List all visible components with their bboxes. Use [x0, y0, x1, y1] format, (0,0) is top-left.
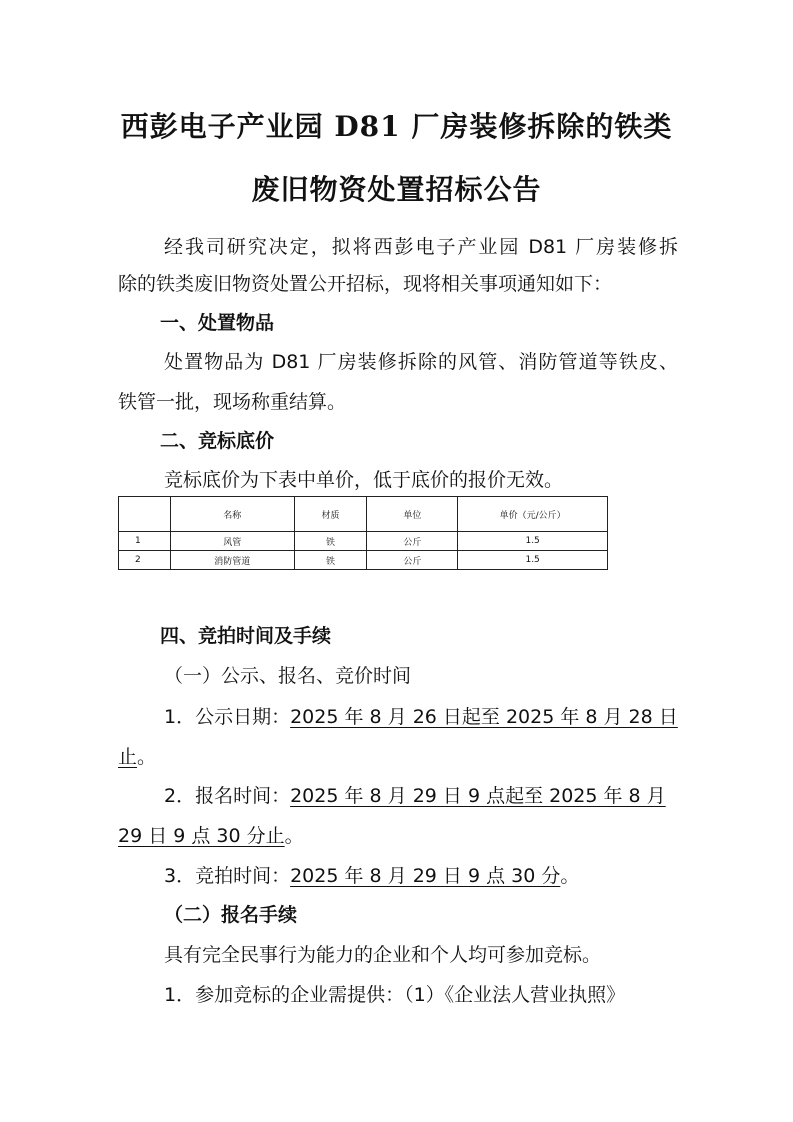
table-row: [119, 532, 608, 551]
subsection-times: （一）公示、报名、竞价时间: [164, 665, 412, 687]
document-title-line-1: 西彭电子产业园 D81 厂房装修拆除的铁类: [120, 110, 673, 143]
notice-period-value: 2025 年 8 月 26 日起至 2025 年 8 月 28 日: [290, 706, 678, 728]
base-price-text: 竞标底价为下表中单价，低于底价的报价无效。: [164, 469, 564, 491]
price-table-header-row: [119, 497, 608, 532]
eligibility-text: 具有完全民事行为能力的企业和个人均可参加竞标。: [164, 944, 602, 966]
table-cell: 1.5: [458, 532, 608, 551]
intro-line-1: 经我司研究决定，拟将西彭电子产业园 D81 厂房装修拆: [164, 236, 678, 258]
intro-line-2: 除的铁类废旧物资处置公开招标，现将相关事项通知如下：: [118, 273, 613, 295]
table-row: [119, 551, 608, 570]
table-cell: 1.5: [458, 551, 608, 570]
punctuation: 。: [284, 825, 304, 847]
items-text-line-1: 处置物品为 D81 厂房装修拆除的风管、消防管道等铁皮、: [164, 351, 678, 373]
registration-time-value: 2025 年 8 月 29 日 9 点起至 2025 年 8 月: [290, 785, 666, 807]
table-header-cell: 单价（元/公斤）: [458, 497, 608, 532]
notice-period-value-end: 止: [118, 746, 138, 768]
punctuation: 。: [560, 865, 580, 887]
table-cell: 铁: [294, 532, 367, 551]
notice-period-line-1: [118, 705, 724, 730]
table-header-cell: 名称: [170, 497, 294, 532]
table-header-cell: 材质: [294, 497, 367, 532]
table-cell: 公斤: [367, 551, 458, 570]
requirement-line-1: 1．参加竞标的企业需提供：（1）《企业法人营业执照》: [164, 984, 626, 1006]
notice-period-label: 1．公示日期：: [164, 706, 291, 728]
document-title-line-2: 废旧物资处置招标公告: [251, 173, 542, 206]
auction-time-value: 2025 年 8 月 29 日 9 点 30 分: [290, 865, 561, 887]
table-cell: 1: [119, 532, 171, 551]
subsection-registration: （二）报名手续: [164, 904, 298, 926]
price-table: [118, 496, 608, 570]
registration-time-label: 2．报名时间：: [164, 785, 291, 807]
table-cell: 公斤: [367, 532, 458, 551]
registration-time-line-1: [118, 784, 724, 809]
notice-period-line-2: [118, 745, 678, 770]
section-heading-items: 一、处置物品: [160, 312, 275, 334]
auction-time-label: 3．竞拍时间：: [164, 865, 291, 887]
items-text-line-2: 铁管一批，现场称重结算。: [118, 391, 347, 413]
table-cell: 铁: [294, 551, 367, 570]
table-cell: 消防管道: [170, 551, 294, 570]
table-header-cell: [119, 497, 171, 532]
punctuation: 。: [137, 746, 157, 768]
registration-time-value-end: 29 日 9 点 30 分止: [118, 825, 285, 847]
auction-time-line: [118, 864, 724, 889]
section-heading-auction: 四、竞拍时间及手续: [160, 625, 332, 647]
table-header-cell: 单位: [367, 497, 458, 532]
section-heading-base-price: 二、竞标底价: [160, 430, 275, 452]
table-cell: 风管: [170, 532, 294, 551]
registration-time-line-2: [118, 824, 678, 849]
table-cell: 2: [119, 551, 171, 570]
